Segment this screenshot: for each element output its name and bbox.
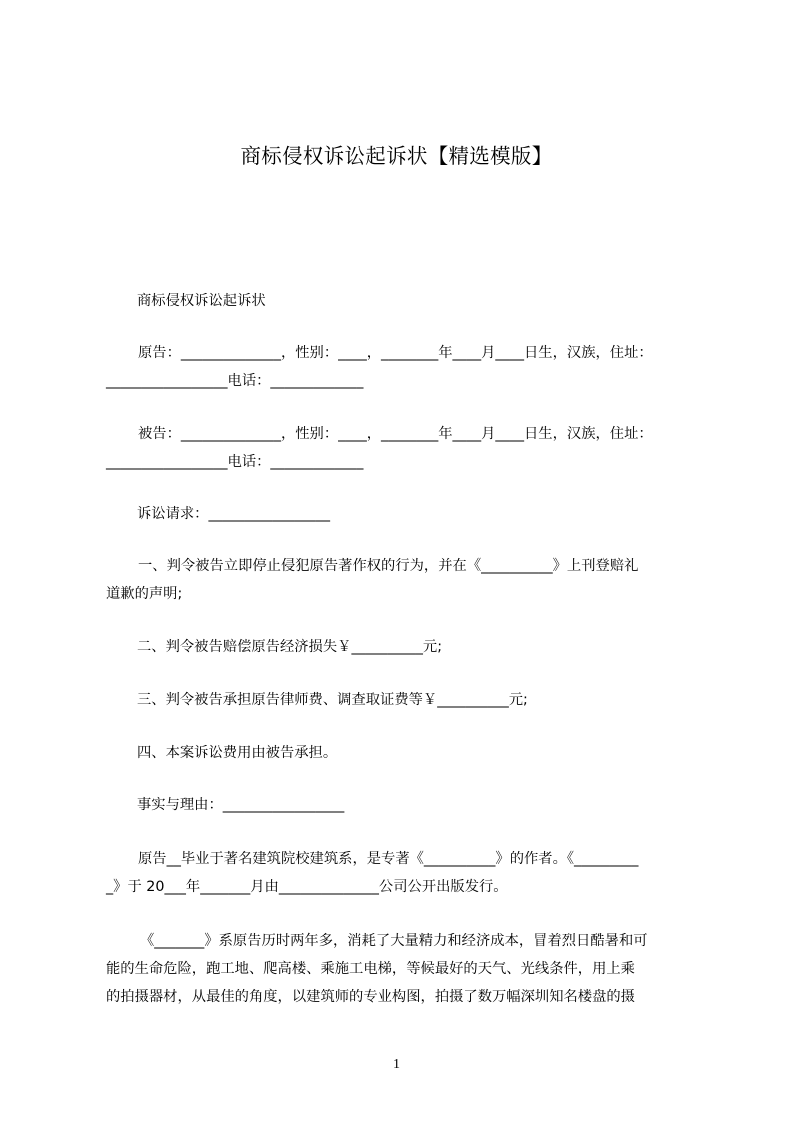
facts-paragraph-2-line-2: 能的生命危险，跑工地、爬高楼、乘施工电梯，等候最好的天气、光线条件，用上乘 (106, 961, 635, 977)
page-number: 1 (393, 1057, 400, 1072)
defendant-line-1: 被告：______________，性别：____，________年____月____日生，汉族，住址： (138, 426, 653, 442)
claims-heading: 诉讼请求：_________________ (137, 506, 331, 522)
facts-paragraph-2-line-3: 的拍摄器材，从最佳的角度，以建筑师的专业构图，拍摄了数万幅深圳知名楼盘的摄 (106, 989, 635, 1005)
claim-4: 四、本案诉讼费用由被告承担。 (137, 745, 338, 761)
defendant-line-2: _________________电话：_____________ (106, 454, 364, 470)
facts-paragraph-2-line-1: 《_______》系原告历时两年多，消耗了大量精力和经济成本，冒着烈日酷暑和可 (140, 933, 648, 949)
plaintiff-line-2: _________________电话：_____________ (106, 373, 364, 389)
facts-heading: 事实与理由：_________________ (137, 797, 345, 813)
document-title: 商标侵权诉讼起诉状【精选模版】 (240, 144, 553, 168)
document-subtitle: 商标侵权诉讼起诉状 (137, 293, 266, 309)
claim-3: 三、判令被告承担原告律师费、调查取证费等￥__________元; (137, 692, 528, 708)
claim-2: 二、判令被告赔偿原告经济损失￥__________元; (137, 639, 443, 655)
facts-paragraph-1-line-1: 原告__毕业于著名建筑院校建筑系，是专著《__________》的作者。《_________ (138, 851, 639, 867)
claim-1-line-2: 道歉的声明; (106, 586, 183, 602)
plaintiff-line-1: 原告：______________，性别：____，________年____月____日生，汉族，住址： (138, 345, 653, 361)
claim-1-line-1: 一、判令被告立即停止侵犯原告著作权的行为，并在《__________》上刊登赔礼 (138, 558, 639, 574)
facts-paragraph-1-line-2: _》于 20___年_______月由______________公司公开出版发行。 (106, 879, 508, 895)
